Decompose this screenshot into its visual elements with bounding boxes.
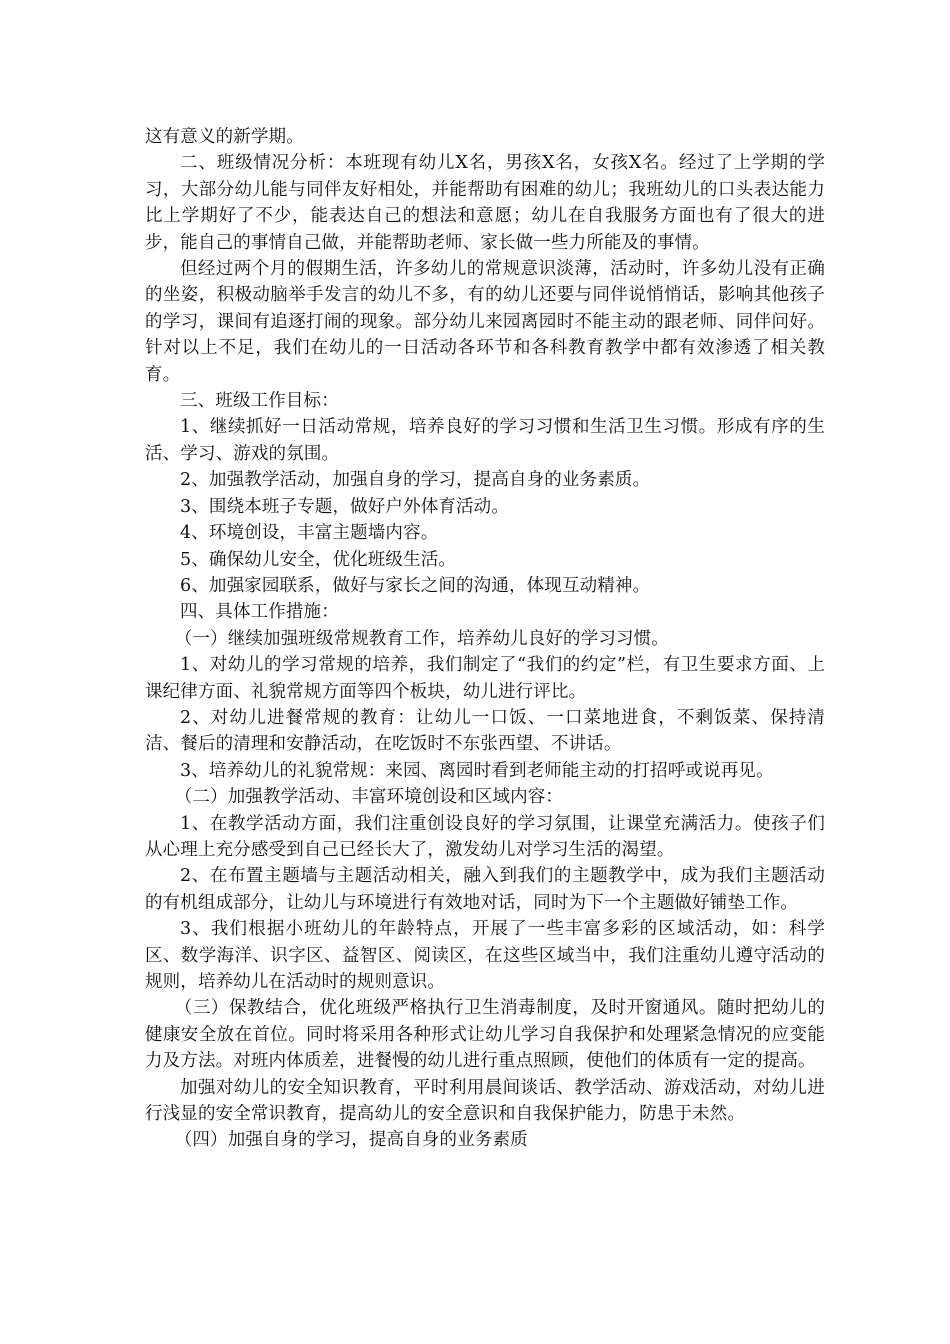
goal-item-2: 2、加强教学活动，加强自身的学习，提高自身的业务素质。 — [180, 470, 651, 491]
measure-1-item-2: 2、对幼儿进餐常规的教育：让幼儿一口饭、一口菜地进食，不剩饭菜、保持清洁、餐后的清理和安静活动，在吃饭时不东张西望、不讲话。 — [145, 707, 825, 755]
subheading-care-education: （三）保教结合，优化班级严格执行卫生消毒制度，及时开窗通风。随时把幼儿的健康安全放在首位。同时将采用各种形式让幼儿学习自我保护和处理紧急情况的应变能力及方法。对班内体质差，进餐慢的幼儿进行重点照顾，使他们的体质有一定的提高。 — [145, 998, 825, 1072]
measure-2-item-1: 1、在教学活动方面，我们注重创设良好的学习氛围，让课堂充满活力。使孩子们从心理上充分感受到自己已经长大了，激发幼儿对学习生活的渴望。 — [145, 813, 825, 860]
goal-item-3: 3、围绕本班子专题，做好户外体育活动。 — [180, 496, 509, 517]
subheading-self-learning: （四）加强自身的学习，提高自身的业务素质 — [174, 1130, 528, 1151]
document-body — [145, 124, 825, 1154]
paragraph-class-analysis: 二、班级情况分析：本班现有幼儿X名，男孩X名，女孩X名。经过了上学期的学习，大部分幼儿能与同伴友好相处，并能帮助有困难的幼儿；我班幼儿的口头表达能力比上学期好了不少，能表达自己的想法和意愿；幼儿在自我服务方面也有了很大的进步，能自己的事情自己做，并能帮助老师、家长做一些力所能及的事情。 — [145, 153, 825, 253]
measure-1-item-3: 3、培养幼儿的礼貌常规：来园、离园时看到老师能主动的打招呼或说再见。 — [180, 760, 774, 781]
paragraph-class-analysis-continued: 但经过两个月的假期生活，许多幼儿的常规意识淡薄，活动时，许多幼儿没有正确的坐姿，积极动脑举手发言的幼儿不多，有的幼儿还要与同伴说悄悄话，影响其他孩子的学习，课间有追逐打闹的现象。部分幼儿来园离园时不能主动的跟老师、同伴问好。针对以上不足，我们在幼儿的一日活动各环节和各科教育教学中都有效渗透了相关教育。 — [145, 259, 825, 385]
paragraph-intro-end: 这有意义的新学期。 — [145, 127, 304, 147]
subheading-teaching-activities: （二）加强教学活动、丰富环境创设和区域内容： — [174, 787, 564, 808]
goal-item-5: 5、确保幼儿安全，优化班级生活。 — [180, 549, 457, 570]
heading-measures: 四、具体工作措施： — [180, 602, 339, 623]
paragraph-safety-education: 加强对幼儿的安全知识教育，平时利用晨间谈话、教学活动、游戏活动，对幼儿进行浅显的安全常识教育，提高幼儿的安全意识和自我保护能力，防患于未然。 — [145, 1077, 825, 1125]
measure-2-item-3: 3、我们根据小班幼儿的年龄特点，开展了一些丰富多彩的区域活动，如：科学区、数学海洋、识字区、益智区、阅读区，在这些区域当中，我们注重幼儿遵守活动的规则，培养幼儿在活动时的规则意识。 — [145, 919, 825, 992]
goal-item-4: 4、环境创设，丰富主题墙内容。 — [180, 523, 439, 544]
measure-2-item-2: 2、在布置主题墙与主题活动相关，融入到我们的主题教学中，成为我们主题活动的有机组成部分，让幼儿与环境进行有效地对话，同时为下一个主题做好铺垫工作。 — [145, 866, 825, 913]
subheading-routine-education: （一）继续加强班级常规教育工作，培养幼儿良好的学习习惯。 — [174, 628, 669, 649]
heading-work-goals: 三、班级工作目标： — [180, 391, 339, 412]
goal-item-6: 6、加强家园联系，做好与家长之间的沟通，体现互动精神。 — [180, 575, 651, 596]
goal-item-1: 1、继续抓好一日活动常规，培养良好的学习习惯和生活卫生习惯。形成有序的生活、学习、游戏的氛围。 — [145, 417, 825, 464]
measure-1-item-1: 1、对幼儿的学习常规的培养，我们制定了“我们的约定”栏，有卫生要求方面、上课纪律方面、礼貌常规方面等四个板块，幼儿进行评比。 — [145, 655, 825, 702]
